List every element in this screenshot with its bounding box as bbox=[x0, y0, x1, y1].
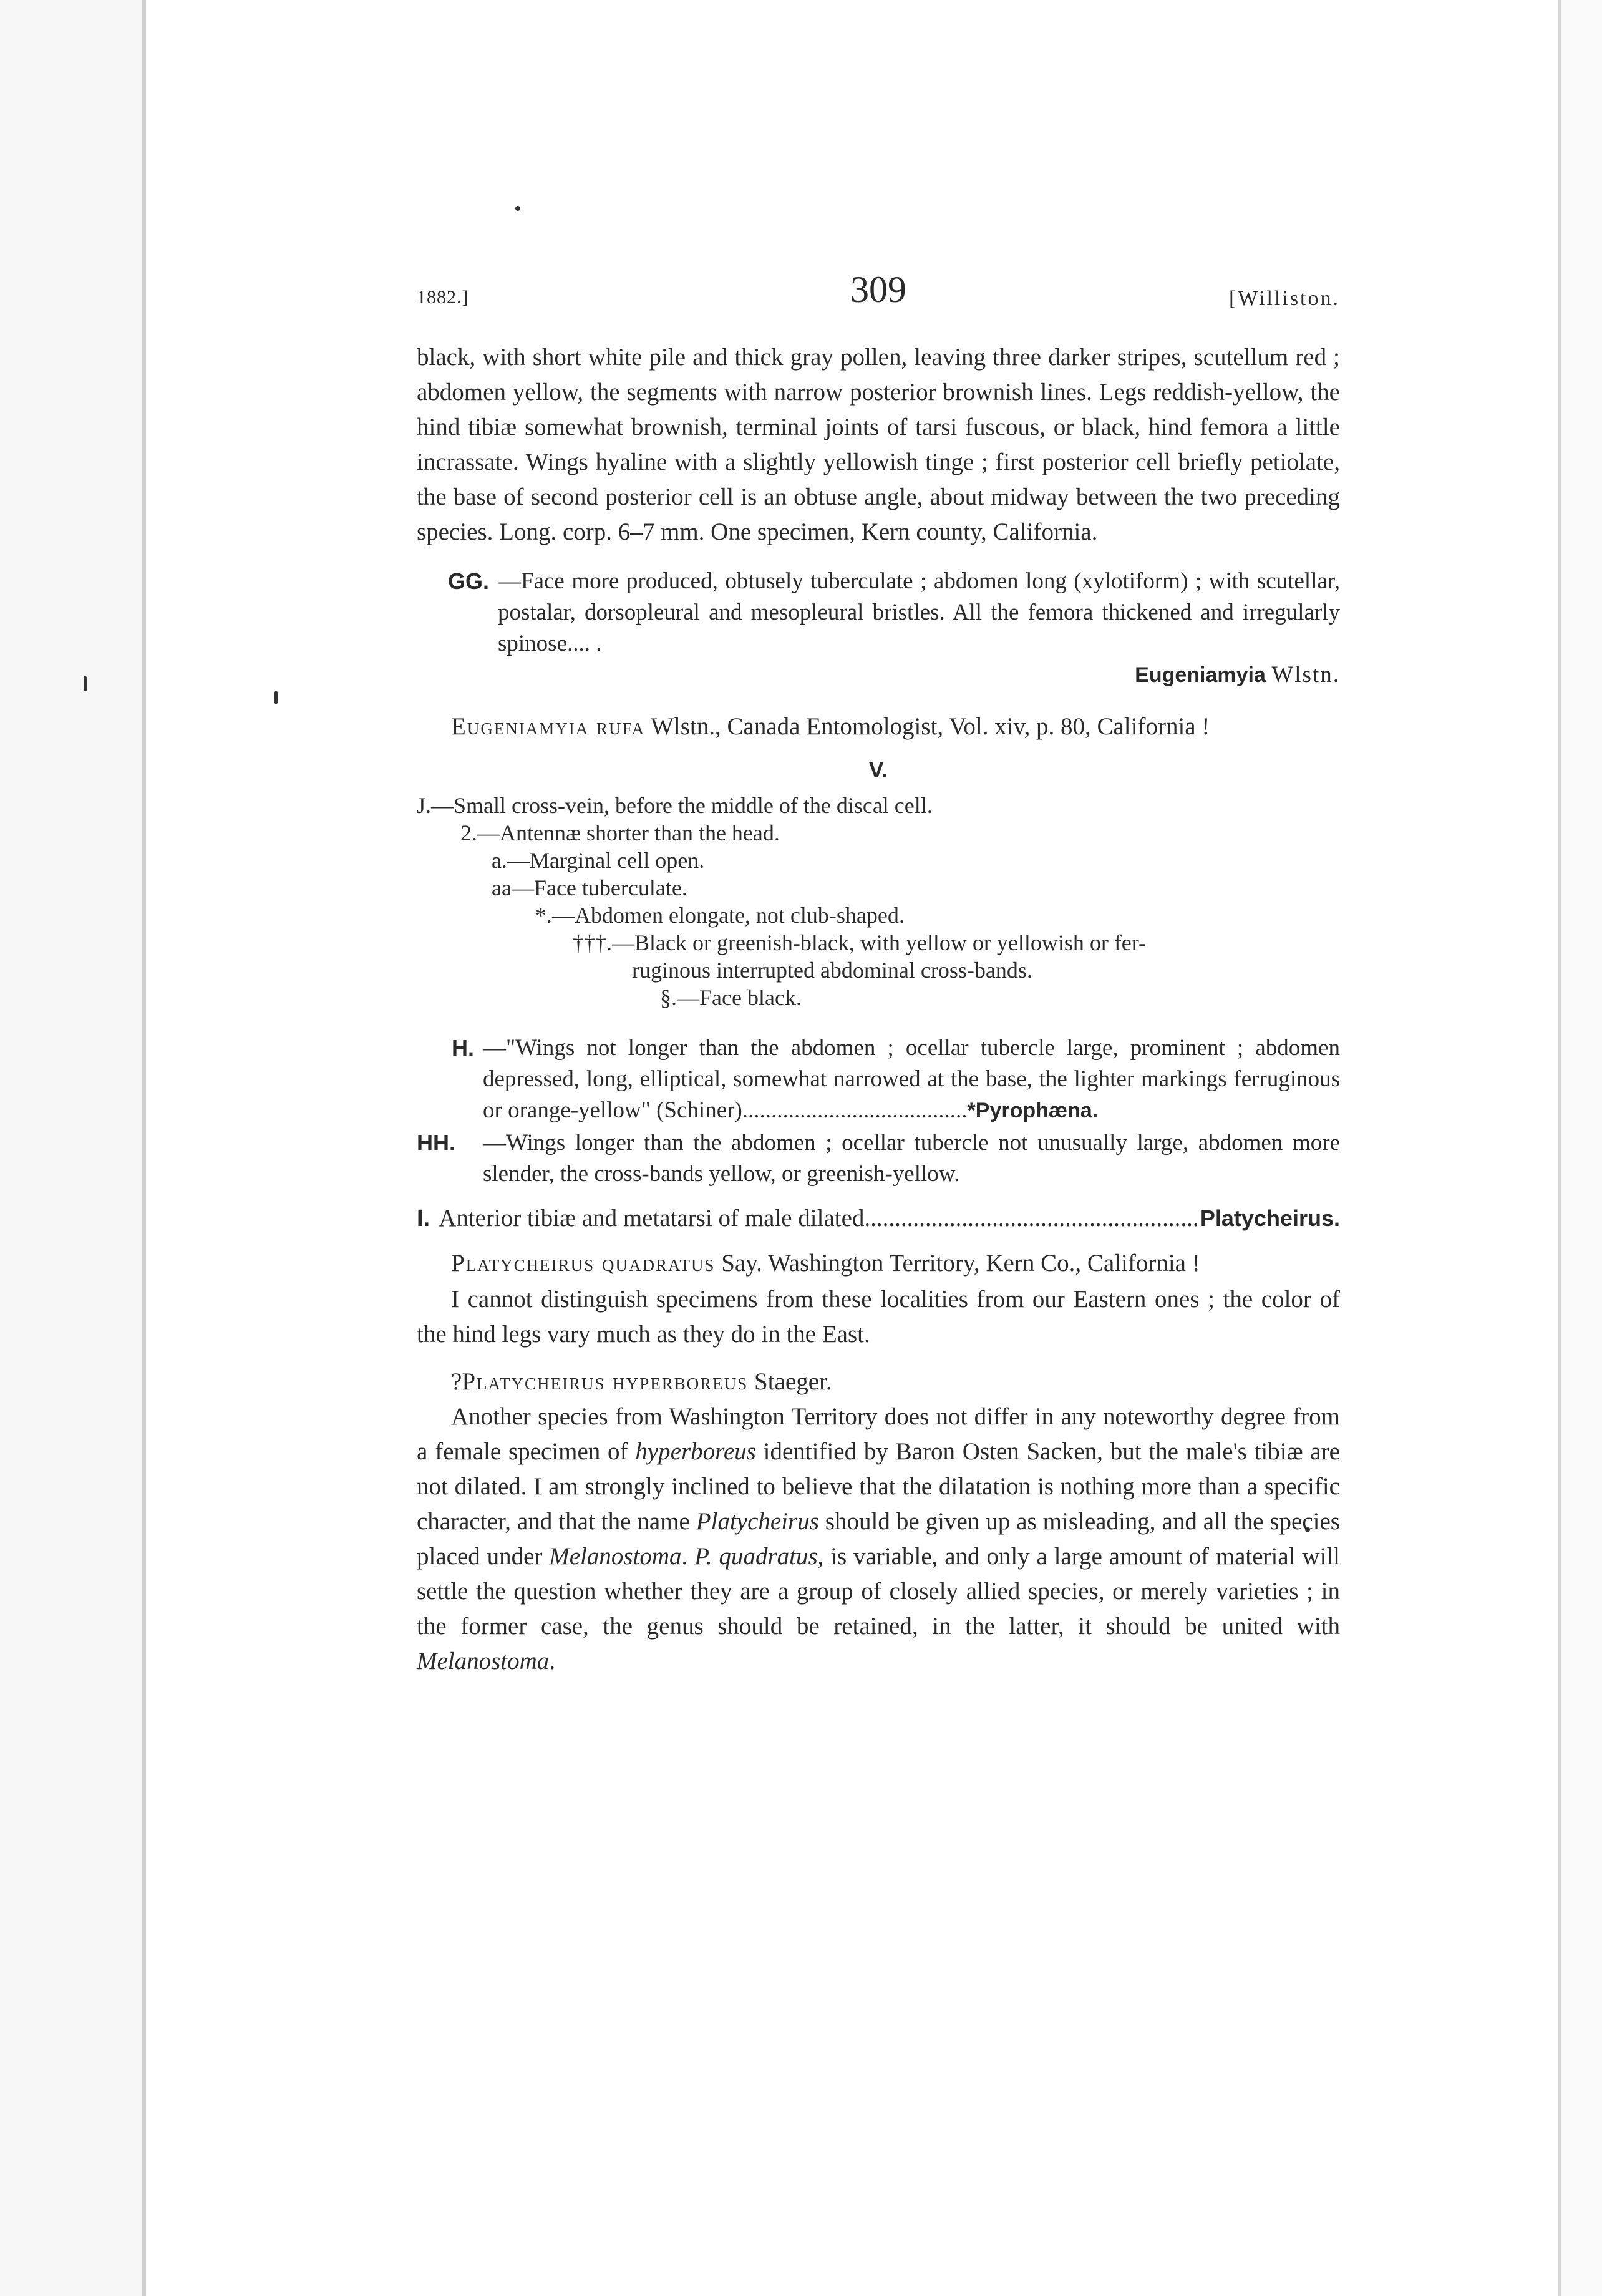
species-text: Say. Washington Territory, Kern Co., California ! bbox=[721, 1250, 1200, 1277]
couplet-line: aa—Face tuberculate. bbox=[492, 875, 687, 900]
key-text-gg: —Face more produced, obtusely tuberculate ; abdomen long (xylotiform) ; with scutellar, postalar, dorsopleural and mesopleural bristles. All the femora thickened and irregularly spinose.... . bbox=[498, 568, 1340, 656]
key-body-gg bbox=[498, 566, 1340, 691]
genus-name: Eugeniamyia bbox=[1135, 663, 1266, 687]
leader-dots: ....................................... bbox=[742, 1097, 968, 1123]
italic-taxon: hyperboreus bbox=[635, 1438, 756, 1465]
text-run: , is variable, and only a large amount of material will settle the question whether they are a group of closely allied species, or merely varieties ; in the former case, the genus should be retained, in the latter, it should be united with bbox=[417, 1543, 1340, 1640]
query-mark: ? bbox=[451, 1368, 462, 1395]
running-header bbox=[417, 268, 1340, 324]
eugeniamyia-paragraph bbox=[417, 709, 1340, 744]
key-text-hh: —Wings longer than the abdomen ; ocellar tubercle not unusually large, abdomen more slender, the cross-bands yellow, or greenish-yellow. bbox=[483, 1130, 1340, 1187]
couplet-line: †††.—Black or greenish-black, with yellow or yellowish or fer- bbox=[573, 930, 1147, 955]
text-run: . bbox=[549, 1648, 556, 1675]
couplet-line: 2.—Antennæ shorter than the head. bbox=[460, 820, 780, 845]
couplet-line: *.—Abdomen elongate, not club-shaped. bbox=[535, 903, 905, 928]
genus-authority: Wlstn. bbox=[1271, 662, 1340, 688]
key-text-h: —"Wings not longer than the abdomen ; ocellar tubercle large, prominent ; abdomen depressed, long, elliptical, somewhat narrowed at the base, the lighter markings ferruginous or orange-yellow" (Schiner) bbox=[483, 1035, 1340, 1123]
text-run: Another species from Washington Territory does not differ in any noteworthy degree from a female specimen of bbox=[417, 1403, 1340, 1465]
key-entry-i bbox=[417, 1201, 1340, 1236]
header-year: 1882.] bbox=[417, 287, 469, 308]
remarks-paragraph: I cannot distinguish specimens from these localities from our Eastern ones ; the color of the hind legs vary much as they do in the East. bbox=[417, 1286, 1340, 1348]
couplet-line: J.—Small cross-vein, before the middle of the discal cell. bbox=[417, 793, 933, 818]
key-entry-gg bbox=[417, 566, 1340, 691]
key-entry-hh bbox=[417, 1127, 1340, 1190]
italic-taxon: Melanostoma bbox=[549, 1543, 682, 1570]
key-label-h: H. bbox=[452, 1035, 474, 1061]
scan-speck bbox=[274, 691, 278, 704]
italic-taxon: P. quadratus bbox=[694, 1543, 818, 1570]
couplet-j bbox=[417, 792, 1340, 1011]
key-label-hh: HH. bbox=[417, 1130, 455, 1155]
scan-margin-left bbox=[0, 0, 142, 2296]
couplet-line: a.—Marginal cell open. bbox=[492, 848, 705, 873]
italic-taxon: Platycheirus bbox=[696, 1508, 819, 1535]
intro-paragraph: black, with short white pile and thick gray pollen, leaving three darker stripes, scutellum red ; abdomen yellow, the segments with narrow posterior brownish lines. Legs reddish-yellow, the hind tibiæ somewhat brownish, terminal joints of tarsi fuscous, or black, hind femora a little incrassate. Wings hyaline with a slightly yellowish tinge ; first posterior cell briefly petiolate, the base of second posterior cell is an obtuse angle, about midway between the two preceding species. Long. corp. 6–7 mm. One specimen, Kern county, California. bbox=[417, 344, 1340, 545]
species-name: Eugeniamyia rufa bbox=[451, 713, 646, 740]
header-author: [Williston. bbox=[1228, 287, 1340, 310]
text-run: should be given up as misleading, and all the species placed under bbox=[417, 1508, 1340, 1570]
page-number: 309 bbox=[850, 269, 906, 310]
key-genus-h: *Pyrophæna. bbox=[967, 1099, 1099, 1122]
key-genus-gg bbox=[498, 659, 1340, 691]
species-name: Platycheirus hyperboreus bbox=[462, 1368, 749, 1395]
page-fold-line bbox=[142, 0, 146, 2296]
leader-dots bbox=[864, 1201, 1200, 1236]
scan-speck bbox=[84, 676, 87, 691]
platycheirus-hyperboreus-paragraph bbox=[417, 1364, 1340, 1399]
key-text-i: Anterior tibiæ and metatarsi of male dilated bbox=[439, 1205, 865, 1232]
key-genus-i: Platycheirus. bbox=[1200, 1205, 1340, 1231]
text-run: identified by Baron Osten Sacken, but the male's tibiæ are not dilated. I am strongly inclined to believe that the dilatation is nothing more than a specific character, and that the name bbox=[417, 1438, 1340, 1535]
section-mark: V. bbox=[868, 757, 888, 782]
key-label-i: I. bbox=[417, 1205, 430, 1232]
couplet-line: §.—Face black. bbox=[660, 985, 802, 1010]
scan-margin-right bbox=[1558, 0, 1602, 2296]
page-body bbox=[417, 340, 1340, 1679]
species-text: Wlstn., Canada Entomologist, Vol. xiv, p. 80, California ! bbox=[651, 713, 1210, 740]
scan-speck bbox=[515, 206, 520, 211]
key-body-h bbox=[483, 1033, 1340, 1126]
couplet-line: ruginous interrupted abdominal cross-bands. bbox=[632, 958, 1032, 983]
discussion-paragraph bbox=[417, 1399, 1340, 1679]
key-entry-h bbox=[417, 1033, 1340, 1126]
text-run: . bbox=[681, 1543, 695, 1570]
species-name: Platycheirus quadratus bbox=[451, 1250, 716, 1277]
platycheirus-quadratus-paragraph bbox=[417, 1246, 1340, 1281]
key-label-gg: GG. bbox=[448, 568, 490, 594]
italic-taxon: Melanostoma bbox=[417, 1648, 550, 1675]
species-text: Staeger. bbox=[754, 1368, 832, 1395]
